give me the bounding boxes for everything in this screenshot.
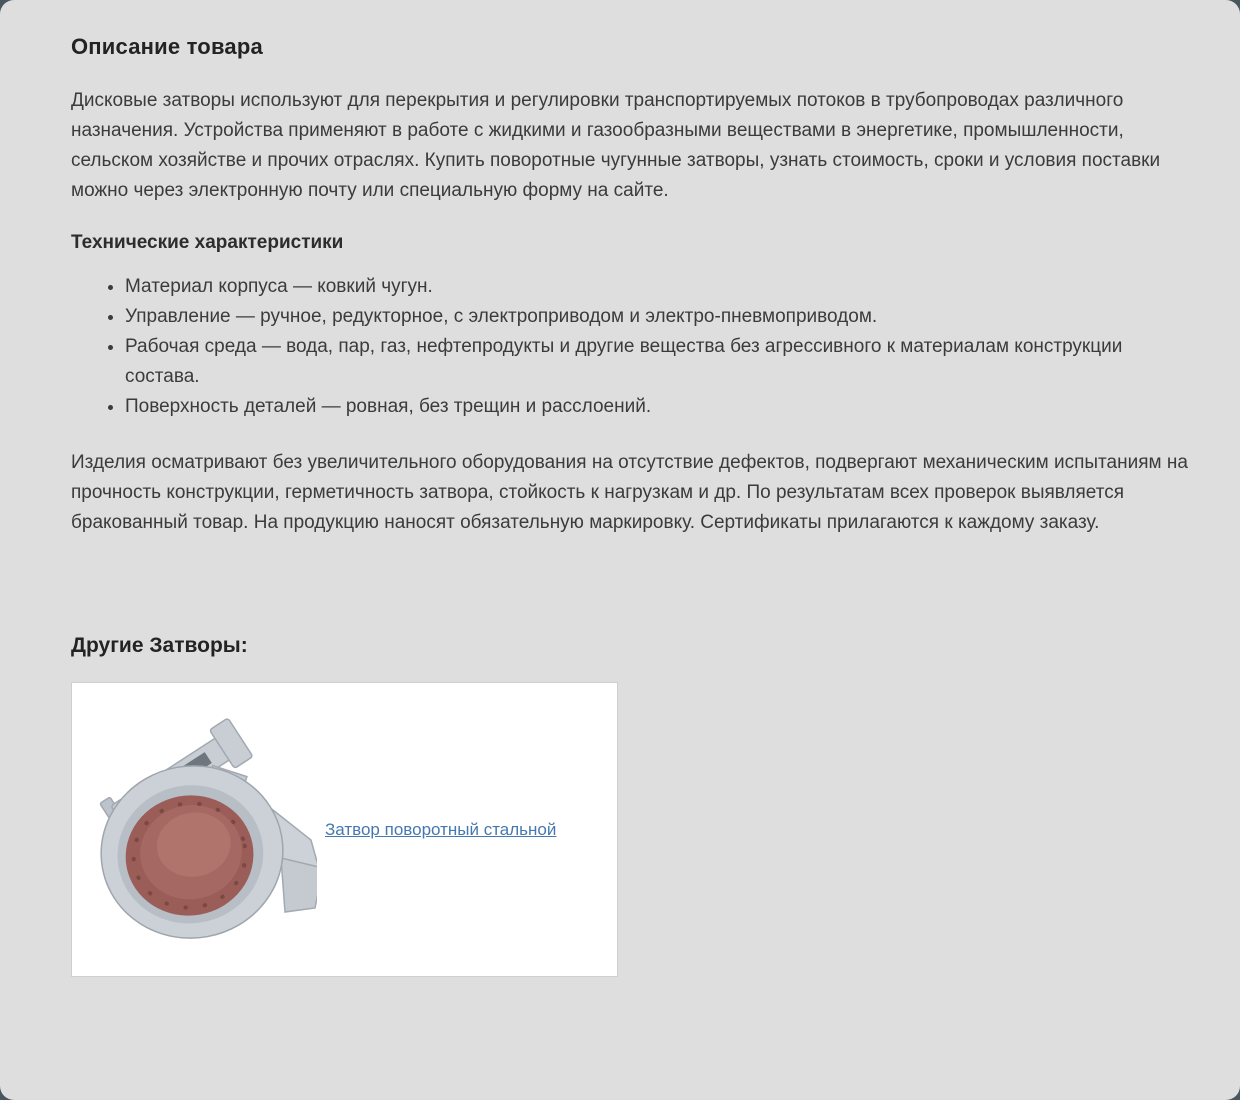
spec-item-material: • Материал корпуса — ковкий чугун. [125,272,1165,302]
intro-paragraph: Дисковые затворы используют для перекрытия и регулировки транспортируемых потоков в трубопроводах различного назначения. Устройства применяют в работе с жидкими и газообразными веществами в энергетике, промышленности, сельском хозяйстве и прочих отраслях. Купить поворотные чугунные затворы, узнать стоимость, сроки и условия поставки можно через электронную почту или специальную форму на сайте. [71,90,1161,201]
butterfly-valve-photo[interactable] [87,712,317,947]
specs-title: Технические характеристики [71,232,344,253]
specs-list [71,272,1165,422]
spec-item-control: • Управление — ручное, редукторное, с электроприводом и электро-пневмоприводом. [125,302,1165,332]
related-products-title: Другие Затворы: [71,634,248,657]
related-product-link[interactable]: Затвор поворотный стальной [325,819,557,839]
spec-item-surface: • Поверхность деталей — ровная, без трещин и расслоений. [125,392,1165,422]
page-title: Описание товара [71,34,263,59]
outro-paragraph: Изделия осматривают без увеличительного оборудования на отсутствие дефектов, подвергают механическим испытаниям на прочность конструкции, герметичность затвора, стойкость к нагрузкам и др. По результатам всех проверок выявляется бракованный товар. На продукцию наносят обязательную маркировку. Сертификаты прилагаются к каждому заказу. [71,452,1188,533]
butterfly-valve-illustration [87,712,317,947]
spec-item-media: • Рабочая среда — вода, пар, газ, нефтепродукты и другие вещества без агрессивного к материалам конструкции состава. [125,332,1165,392]
related-product-card [71,682,618,977]
